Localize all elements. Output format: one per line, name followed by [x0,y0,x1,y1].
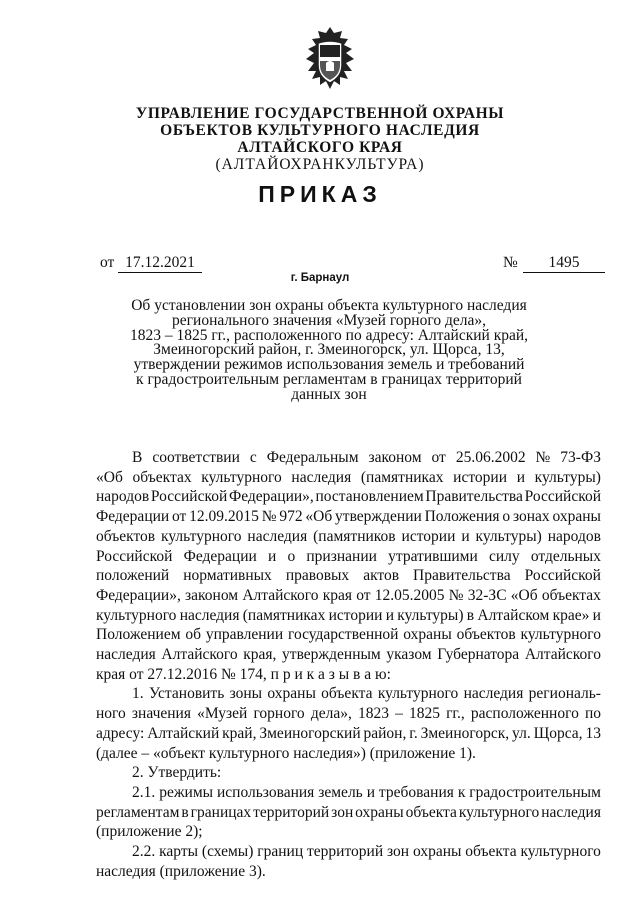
text-line: Федерации от 12.09.2015 № 972 «Об утверждении Положения о зонах охраны [96,508,601,526]
order-subject [110,299,548,403]
text-line: 2. Утвердить: [132,764,222,782]
text-line: положений нормативных правовых актов Правительства Российской [96,567,601,585]
organization-name-line1: УПРАВЛЕНИЕ ГОСУДАРСТВЕННОЙ ОХРАНЫ [135,105,505,122]
document-type-title: ПРИКАЗ [258,181,382,207]
text-line: наследия (приложение 3). [96,862,266,880]
text-line: наследия Алтайского края, утвержденным указом Губернатора Алтайского [96,646,601,664]
order-body [96,448,601,881]
text-line: 1. Установить зоны охраны объекта культурного наследия региональ- [132,685,601,703]
item-2-paragraph [96,763,601,783]
subject-line: к градостроительным регламентам в границах территорий [136,370,522,388]
organization-name-line3: АЛТАЙСКОГО КРАЯ [237,139,403,156]
number-prefix: № [503,254,518,271]
city-label: г. Барнаул [290,272,350,284]
text-line: Российской Федерации и о признании утратившими силу отдельных [96,547,601,565]
text-line: 2.1. режимы использования земель и требования к градостроительным [132,783,601,801]
text-line: В соответствии с Федеральным законом от 25.06.2002 № 73-ФЗ [132,449,601,466]
coat-of-arms-emblem-icon [298,25,362,93]
date-prefix: от [100,254,115,271]
text-line: ного значения «Музей горного дела», 1823 – 1825 гг., расположенного по [96,705,601,723]
text-line: объектов культурного наследия (памятников истории и культуры) народов [96,527,601,545]
preamble-paragraph [96,448,601,684]
order-date: 17.12.2021 [118,254,202,273]
text-line: (далее – «объект культурного наследия») (приложение 1). [96,744,476,762]
organization-name-line2: ОБЪЕКТОВ КУЛЬТУРНОГО НАСЛЕДИЯ [160,122,480,139]
text-line: регламентам в границах территорий зон охраны объекта культурного наследия [96,803,601,821]
text-line: культурного наследия (памятниках истории и культуры) в Алтайском крае» и [96,606,601,624]
subject-line: Змеиногорский район, г. Змеиногорск, ул. Щорса, 13, [153,341,505,359]
text-line: края от 27.12.2016 № 174, п р и к а з ы в а ю: [96,665,391,683]
organization-abbreviation: (АЛТАЙОХРАНКУЛЬТУРА) [215,156,425,173]
text-line: 2.2. карты (схемы) границ территорий зон охраны объекта культурного [132,843,601,861]
item-2-2-paragraph [96,842,601,881]
subject-line: Об установлении зон охраны объекта культурного наследия [131,297,527,314]
subject-line: утверждении режимов использования земель и требований [133,356,525,374]
subject-line: регионального значения «Музей горного дела», [172,311,486,329]
text-line: «Об объектах культурного наследия (памятниках истории и культуры) [96,468,601,486]
subject-line: 1823 – 1825 гг., расположенного по адресу: Алтайский край, [129,326,529,344]
text-line: народов Российской Федерации», постановлением Правительства Российской [96,488,601,506]
item-1-paragraph [96,684,601,763]
text-line: Положением об управлении государственной охраны объектов культурного [96,626,601,644]
text-line: адресу: Алтайский край, Змеиногорский район, г. Змеиногорск, ул. Щорса, 13 [96,724,601,742]
item-2-1-paragraph [96,783,601,842]
order-number: 1495 [523,254,605,273]
text-line: Федерации», законом Алтайского края от 12.05.2005 № 32-ЗС «Об объектах [96,586,601,604]
text-line: (приложение 2); [96,823,203,841]
subject-line: данных зон [291,385,367,403]
